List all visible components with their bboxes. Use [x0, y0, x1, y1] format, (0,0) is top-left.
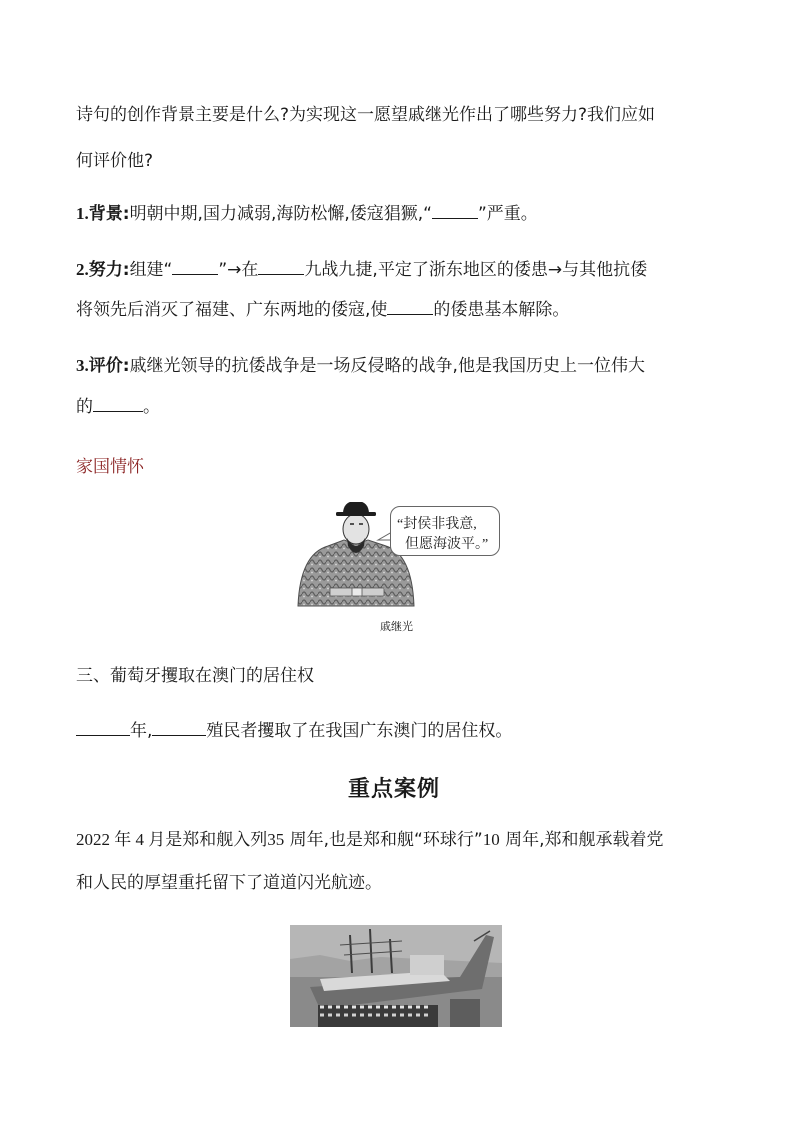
- case-text: 周年,也是郑和舰“环球行”: [289, 830, 483, 850]
- item-number: 3.: [76, 356, 89, 375]
- intro-line-2: 何评价他?: [76, 151, 154, 171]
- section-label: 家国情怀: [76, 457, 144, 477]
- item-text: 组建“: [129, 260, 173, 280]
- item-number: 2.: [76, 260, 89, 279]
- item-effort: [76, 259, 647, 281]
- item-evaluation-line-2: [76, 396, 160, 418]
- item-text: 的: [76, 397, 93, 417]
- item-effort-line-2: [76, 299, 569, 321]
- case-number: 35: [267, 830, 285, 849]
- case-heading: 重点案例: [348, 777, 441, 802]
- case-line-2: 和人民的厚望重托留下了道道闪光航迹。: [76, 873, 382, 893]
- item-text: 明朝中期,国力减弱,海防松懈,倭寇猖獗,“: [129, 204, 432, 224]
- item-label: 背景:: [88, 204, 130, 224]
- item-evaluation: [76, 355, 645, 377]
- fill-blank[interactable]: [387, 300, 433, 315]
- qi-jiguang-figure: [294, 502, 504, 607]
- section3-sentence: [76, 720, 512, 742]
- item-number: 1.: [76, 204, 89, 223]
- item-text: 九战九捷,平定了浙东地区的倭患→与其他抗倭: [304, 260, 648, 280]
- fill-blank[interactable]: [93, 397, 143, 412]
- fill-blank[interactable]: [432, 204, 478, 219]
- fill-blank[interactable]: [258, 260, 304, 275]
- case-line-1: [76, 829, 664, 851]
- quote-line-1: “封侯非我意,: [397, 517, 477, 532]
- quote-line-2: 但愿海波平。”: [405, 537, 489, 552]
- item-label: 努力:: [88, 260, 130, 280]
- ship-photo: [290, 925, 502, 1027]
- case-text: 周年,郑和舰承载着党: [505, 830, 664, 850]
- item-background: [76, 203, 538, 225]
- section-title: 三、葡萄牙攫取在澳门的居住权: [76, 666, 314, 686]
- figure-caption: 戚继光: [380, 620, 413, 633]
- training-ship-image: [290, 925, 502, 1027]
- item-text: ”严重。: [477, 204, 538, 224]
- fill-blank[interactable]: [172, 260, 218, 275]
- fill-blank[interactable]: [152, 721, 206, 736]
- section3-text: 年,: [130, 721, 153, 741]
- item-text: ”→在: [218, 260, 259, 280]
- item-text: 将领先后消灭了福建、广东两地的倭寇,使: [76, 300, 388, 320]
- section3-text: 殖民者攫取了在我国广东澳门的居住权。: [206, 721, 513, 741]
- item-text: 的倭患基本解除。: [433, 300, 570, 320]
- case-text: 2022 年 4 月是郑和舰入列: [76, 830, 268, 849]
- intro-line-1: 诗句的创作背景主要是什么?为实现这一愿望戚继光作出了哪些努力?我们应如: [76, 105, 656, 125]
- item-text: 。: [143, 397, 160, 417]
- speech-bubble: [390, 506, 500, 556]
- item-text: 戚继光领导的抗倭战争是一场反侵略的战争,他是我国历史上一位伟大: [129, 356, 645, 376]
- item-label: 评价:: [88, 356, 130, 376]
- fill-blank[interactable]: [76, 721, 130, 736]
- case-number: 10: [482, 830, 500, 849]
